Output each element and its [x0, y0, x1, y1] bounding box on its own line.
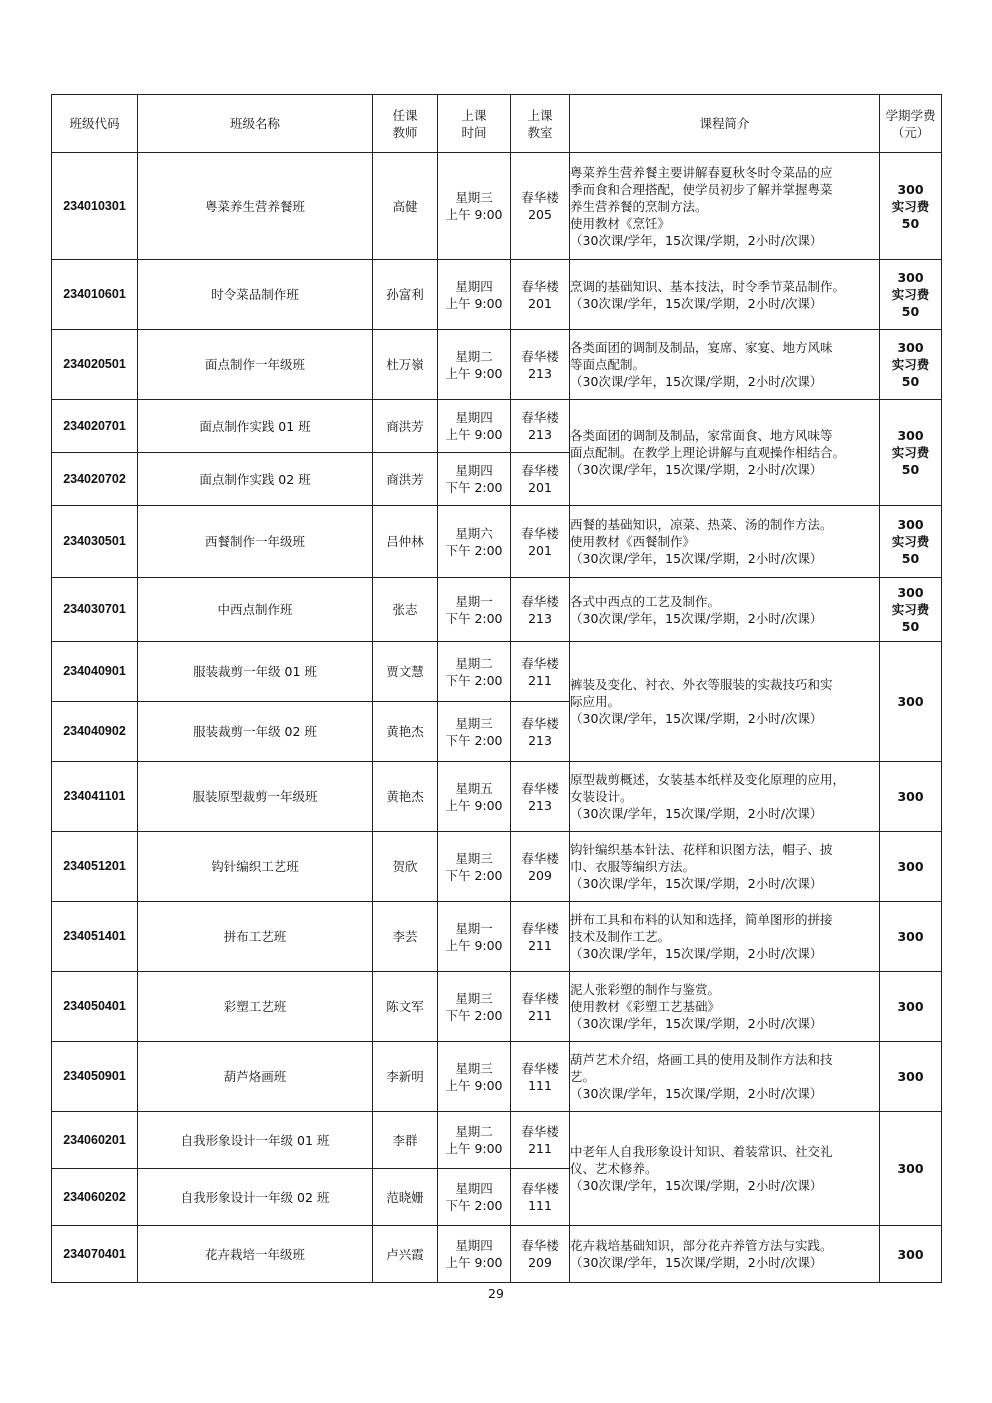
classroom [511, 153, 570, 260]
tuition-fee [880, 260, 942, 330]
class-code: 234051201 [52, 832, 138, 902]
classroom-line: 213 [528, 610, 552, 626]
class-time-line: 上午 9:00 [445, 295, 503, 311]
tuition-fee-line: 50 [901, 215, 920, 231]
course-intro-line: 各类面团的调制及制品，宴席、家宴、地方风味 [570, 340, 833, 355]
class-time [438, 762, 511, 832]
classroom [511, 506, 570, 578]
course-intro-line: 泥人张彩塑的制作与鉴赏。 [570, 982, 721, 997]
course-intro-line: （30次课/学年，15次课/学期，2小时/次课） [570, 295, 823, 311]
course-intro [570, 153, 880, 260]
course-intro [570, 1042, 880, 1112]
course-intro-line: （30次课/学年，15次课/学期，2小时/次课） [570, 1086, 823, 1101]
classroom [511, 400, 570, 453]
class-name: 钩针编织工艺班 [138, 832, 373, 902]
class-time-line: 星期三 [455, 1060, 493, 1076]
classroom [511, 1112, 570, 1169]
course-intro-line: （30次课/学年，15次课/学期，2小时/次课） [570, 1255, 823, 1270]
classroom-line: 201 [528, 295, 552, 311]
tuition-fee-line: 300 [897, 789, 924, 804]
class-time-line: 下午 2:00 [445, 1007, 503, 1023]
classroom-line: 春华楼 [521, 348, 559, 364]
tuition-fee [880, 832, 942, 902]
classroom-line: 春华楼 [521, 655, 559, 671]
header-name: 班级名称 [138, 95, 373, 153]
class-time [438, 972, 511, 1042]
teacher-name: 黄艳杰 [373, 762, 438, 832]
course-intro-line: （30次课/学年，15次课/学期，2小时/次课） [570, 232, 823, 248]
classroom [511, 578, 570, 642]
tuition-fee-line: 300 [897, 1069, 924, 1084]
tuition-fee-line: 实习费 [891, 445, 930, 460]
classroom-line: 春华楼 [521, 525, 559, 541]
class-code: 234050401 [52, 972, 138, 1042]
course-intro [570, 1226, 880, 1283]
class-time-line: 下午 2:00 [445, 672, 503, 688]
classroom-line: 111 [528, 1077, 552, 1093]
teacher-name: 贾文慧 [373, 642, 438, 702]
course-intro-line: 花卉栽培基础知识，部分花卉养管方法与实践。 [570, 1238, 833, 1253]
page-number: 29 [488, 1286, 504, 1301]
classroom-line: 春华楼 [521, 990, 559, 1006]
classroom-line: 205 [528, 207, 552, 222]
class-code: 234020702 [52, 453, 138, 506]
teacher-name: 范晓姗 [373, 1169, 438, 1226]
classroom-line: 213 [528, 732, 552, 748]
class-time-line: 下午 2:00 [445, 867, 503, 883]
class-time-line: 上午 9:00 [445, 1077, 503, 1093]
class-code: 234070401 [52, 1226, 138, 1283]
classroom-line: 春华楼 [521, 850, 559, 866]
class-code: 234030701 [52, 578, 138, 642]
class-code: 234020501 [52, 330, 138, 400]
course-intro-line: （30次课/学年，15次课/学期，2小时/次课） [570, 711, 823, 726]
class-time-line: 上午 9:00 [445, 207, 503, 222]
class-time-line: 星期二 [455, 348, 493, 364]
tuition-fee-line: 300 [897, 1246, 924, 1262]
class-time [438, 1169, 511, 1226]
class-time-line: 下午 2:00 [445, 480, 503, 495]
course-intro [570, 902, 880, 972]
course-intro-line: 女装设计。 [570, 789, 633, 804]
class-code: 234040901 [52, 642, 138, 702]
classroom-line: 春华楼 [521, 190, 559, 205]
class-time-line: 上午 9:00 [445, 937, 503, 953]
course-intro [570, 642, 880, 762]
classroom-line: 213 [528, 427, 552, 442]
tuition-fee [880, 1042, 942, 1112]
class-code: 234010601 [52, 260, 138, 330]
class-time-line: 星期四 [455, 1238, 493, 1253]
course-intro-line: 粤菜养生营养餐主要讲解春夏秋冬时令菜品的应 [570, 164, 833, 180]
course-intro-line: 使用教材《烹饪》 [570, 215, 671, 231]
class-code: 234060202 [52, 1169, 138, 1226]
class-time [438, 1042, 511, 1112]
course-intro-line: 西餐的基础知识，凉菜、热菜、汤的制作方法。 [570, 517, 833, 532]
tuition-fee-line: 300 [897, 181, 924, 197]
tuition-fee-line: 50 [901, 551, 920, 566]
tuition-fee [880, 400, 942, 506]
classroom [511, 1226, 570, 1283]
course-intro-line: 际应用。 [570, 694, 621, 709]
class-name: 服装裁剪一年级 01 班 [138, 642, 373, 702]
tuition-fee [880, 642, 942, 762]
class-time [438, 832, 511, 902]
class-name: 葫芦烙画班 [138, 1042, 373, 1112]
course-intro-line: （30次课/学年，15次课/学期，2小时/次课） [570, 1016, 823, 1031]
class-code: 234041101 [52, 762, 138, 832]
tuition-fee [880, 153, 942, 260]
table-row [52, 1112, 942, 1169]
class-name: 中西点制作班 [138, 578, 373, 642]
class-time [438, 453, 511, 506]
tuition-fee-line: 50 [901, 619, 920, 634]
course-intro-line: 仪、艺术修养。 [570, 1161, 658, 1176]
classroom-line: 春华楼 [521, 278, 559, 294]
header-teacher: 任课 教师 [373, 95, 438, 153]
classroom [511, 330, 570, 400]
tuition-fee [880, 1112, 942, 1226]
table-row [52, 1226, 942, 1283]
tuition-fee-line: 300 [897, 859, 924, 874]
class-code: 234060201 [52, 1112, 138, 1169]
tuition-fee-line: 实习费 [891, 602, 930, 617]
course-intro-line: （30次课/学年，15次课/学期，2小时/次课） [570, 946, 823, 961]
classroom-line: 201 [528, 542, 552, 558]
table-row [52, 330, 942, 400]
course-intro-line: 葫芦艺术介绍，烙画工具的使用及制作方法和技 [570, 1052, 833, 1067]
teacher-name: 孙富利 [373, 260, 438, 330]
course-intro-line: 各式中西点的工艺及制作。 [570, 593, 721, 609]
course-intro-line: （30次课/学年，15次课/学期，2小时/次课） [570, 876, 823, 891]
class-name: 服装原型裁剪一年级班 [138, 762, 373, 832]
tuition-fee [880, 1226, 942, 1283]
class-name: 服装裁剪一年级 02 班 [138, 702, 373, 762]
class-time [438, 400, 511, 453]
tuition-fee-line: 300 [897, 929, 924, 944]
course-intro [570, 832, 880, 902]
classroom [511, 1169, 570, 1226]
classroom-line: 春华楼 [521, 410, 559, 425]
classroom-line: 209 [528, 1255, 552, 1270]
table-row [52, 578, 942, 642]
class-time [438, 578, 511, 642]
tuition-fee-line: 300 [897, 585, 924, 600]
course-intro [570, 762, 880, 832]
table-row [52, 400, 942, 453]
course-intro [570, 400, 880, 506]
class-time [438, 330, 511, 400]
class-name: 面点制作一年级班 [138, 330, 373, 400]
course-intro-line: （30次课/学年，15次课/学期，2小时/次课） [570, 374, 823, 389]
course-intro-line: 巾、衣服等编织方法。 [570, 859, 696, 874]
teacher-name: 高健 [373, 153, 438, 260]
class-time-line: 上午 9:00 [445, 365, 503, 381]
course-intro-line: 中老年人自我形象设计知识、着装常识、社交礼 [570, 1144, 833, 1159]
classroom-line: 209 [528, 867, 552, 883]
classroom [511, 642, 570, 702]
class-time-line: 星期四 [455, 410, 493, 425]
class-name: 自我形象设计一年级 02 班 [138, 1169, 373, 1226]
table-row [52, 1042, 942, 1112]
course-intro-line: 烹调的基础知识、基本技法，时令季节菜品制作。 [570, 278, 846, 294]
table-row [52, 260, 942, 330]
class-time-line: 星期四 [455, 1181, 493, 1196]
tuition-fee-line: 300 [897, 1161, 924, 1176]
teacher-name: 吕仲林 [373, 506, 438, 578]
class-time-line: 上午 9:00 [445, 1141, 503, 1156]
class-time-line: 下午 2:00 [445, 732, 503, 748]
class-name: 时令菜品制作班 [138, 260, 373, 330]
tuition-fee [880, 578, 942, 642]
classroom-line: 春华楼 [521, 593, 559, 609]
teacher-name: 商洪芳 [373, 400, 438, 453]
teacher-name: 陈文军 [373, 972, 438, 1042]
classroom-line: 春华楼 [521, 1238, 559, 1253]
course-intro-line: 养生营养餐的烹制方法。 [570, 198, 708, 214]
course-intro-line: 钩针编织基本针法、花样和识图方法，帽子、披 [570, 842, 833, 857]
teacher-name: 贺欣 [373, 832, 438, 902]
class-code: 234030501 [52, 506, 138, 578]
tuition-fee-line: 300 [897, 517, 924, 532]
class-time-line: 星期一 [455, 593, 493, 609]
class-time-line: 星期一 [455, 920, 493, 936]
course-intro-line: 裤装及变化、衬衣、外衣等服装的实裁技巧和实 [570, 677, 833, 692]
class-name: 自我形象设计一年级 01 班 [138, 1112, 373, 1169]
tuition-fee-line: 实习费 [891, 357, 930, 372]
class-time-line: 下午 2:00 [445, 610, 503, 626]
class-time [438, 260, 511, 330]
header-row [52, 95, 942, 153]
table-row [52, 642, 942, 702]
teacher-name: 商洪芳 [373, 453, 438, 506]
course-intro [570, 330, 880, 400]
table-row [52, 153, 942, 260]
classroom-line: 春华楼 [521, 780, 559, 796]
table-row [52, 762, 942, 832]
teacher-name: 李新明 [373, 1042, 438, 1112]
class-time-line: 星期三 [455, 850, 493, 866]
class-time-line: 上午 9:00 [445, 427, 503, 442]
tuition-fee-line: 实习费 [891, 198, 930, 214]
classroom-line: 春华楼 [521, 715, 559, 731]
course-intro-line: （30次课/学年，15次课/学期，2小时/次课） [570, 551, 823, 566]
tuition-fee-line: 实习费 [891, 287, 930, 302]
teacher-name: 黄艳杰 [373, 702, 438, 762]
course-intro-line: 各类面团的调制及制品，家常面食、地方风味等 [570, 428, 833, 443]
tuition-fee-line: 50 [901, 304, 920, 319]
class-time-line: 星期三 [455, 190, 493, 205]
course-intro [570, 1112, 880, 1226]
class-time [438, 153, 511, 260]
teacher-name: 杜万嶺 [373, 330, 438, 400]
classroom [511, 762, 570, 832]
tuition-fee-line: 50 [901, 374, 920, 389]
tuition-fee-line: 300 [897, 694, 924, 709]
class-time-line: 星期三 [455, 715, 493, 731]
tuition-fee-line: 300 [897, 999, 924, 1014]
header-fee: 学期学费 （元） [880, 95, 942, 153]
tuition-fee-line: 300 [897, 428, 924, 443]
class-name: 花卉栽培一年级班 [138, 1226, 373, 1283]
table-row [52, 972, 942, 1042]
teacher-name: 卢兴霞 [373, 1226, 438, 1283]
course-table [51, 94, 942, 1283]
classroom-line: 211 [528, 937, 552, 953]
classroom-line: 201 [528, 480, 552, 495]
classroom-line: 213 [528, 797, 552, 813]
classroom-line: 春华楼 [521, 1181, 559, 1196]
class-name: 彩塑工艺班 [138, 972, 373, 1042]
tuition-fee [880, 506, 942, 578]
class-time [438, 902, 511, 972]
course-intro-line: 等面点配制。 [570, 357, 646, 372]
class-time-line: 星期五 [455, 780, 493, 796]
class-time [438, 702, 511, 762]
table-row [52, 832, 942, 902]
tuition-fee [880, 972, 942, 1042]
course-intro-line: 季而食和合理搭配，使学员初步了解并掌握粤菜 [570, 181, 833, 197]
class-code: 234050901 [52, 1042, 138, 1112]
course-intro-line: （30次课/学年，15次课/学期，2小时/次课） [570, 610, 823, 626]
table-row [52, 506, 942, 578]
classroom [511, 453, 570, 506]
class-time-line: 上午 9:00 [445, 1255, 503, 1270]
course-intro [570, 972, 880, 1042]
header-intro: 课程简介 [570, 95, 880, 153]
table-row [52, 902, 942, 972]
course-intro-line: （30次课/学年，15次课/学期，2小时/次课） [570, 1178, 823, 1193]
header-room: 上课 教室 [511, 95, 570, 153]
class-code: 234010301 [52, 153, 138, 260]
course-intro [570, 506, 880, 578]
header-time: 上课 时间 [438, 95, 511, 153]
classroom-line: 211 [528, 1141, 552, 1156]
class-time-line: 上午 9:00 [445, 797, 503, 813]
classroom-line: 春华楼 [521, 463, 559, 478]
tuition-fee-line: 实习费 [891, 534, 930, 549]
tuition-fee [880, 762, 942, 832]
classroom-line: 春华楼 [521, 920, 559, 936]
tuition-fee [880, 330, 942, 400]
classroom-line: 春华楼 [521, 1124, 559, 1139]
class-code: 234040902 [52, 702, 138, 762]
class-time [438, 642, 511, 702]
class-time-line: 星期二 [455, 1124, 493, 1139]
classroom [511, 972, 570, 1042]
class-time [438, 1226, 511, 1283]
class-time-line: 星期二 [455, 655, 493, 671]
class-name: 拼布工艺班 [138, 902, 373, 972]
course-intro-line: （30次课/学年，15次课/学期，2小时/次课） [570, 806, 823, 821]
classroom [511, 260, 570, 330]
teacher-name: 李群 [373, 1112, 438, 1169]
teacher-name: 李芸 [373, 902, 438, 972]
class-name: 西餐制作一年级班 [138, 506, 373, 578]
tuition-fee-line: 50 [901, 462, 920, 477]
course-intro-line: 拼布工具和布料的认知和选择，简单图形的拼接 [570, 912, 833, 927]
course-intro [570, 578, 880, 642]
classroom-line: 春华楼 [521, 1060, 559, 1076]
course-intro-line: 使用教材《彩塑工艺基础》 [570, 999, 721, 1014]
course-intro-line: （30次课/学年，15次课/学期，2小时/次课） [570, 462, 823, 477]
tuition-fee [880, 902, 942, 972]
class-name: 粤菜养生营养餐班 [138, 153, 373, 260]
course-intro-line: 使用教材《西餐制作》 [570, 534, 696, 549]
class-time-line: 下午 2:00 [445, 1198, 503, 1213]
class-name: 面点制作实践 02 班 [138, 453, 373, 506]
course-intro-line: 原型裁剪概述，女装基本纸样及变化原理的应用， [570, 772, 846, 787]
classroom [511, 832, 570, 902]
class-time-line: 星期四 [455, 278, 493, 294]
classroom [511, 1042, 570, 1112]
course-intro-line: 面点配制。在教学上理论讲解与直观操作相结合。 [570, 445, 846, 460]
tuition-fee-line: 300 [897, 270, 924, 285]
class-time [438, 506, 511, 578]
class-name: 面点制作实践 01 班 [138, 400, 373, 453]
class-code: 234051401 [52, 902, 138, 972]
class-time-line: 下午 2:00 [445, 542, 503, 558]
class-time-line: 星期四 [455, 463, 493, 478]
class-code: 234020701 [52, 400, 138, 453]
classroom-line: 211 [528, 672, 552, 688]
course-intro-line: 技术及制作工艺。 [570, 929, 671, 944]
class-time-line: 星期三 [455, 990, 493, 1006]
course-intro [570, 260, 880, 330]
classroom-line: 213 [528, 365, 552, 381]
course-intro-line: 艺。 [570, 1069, 596, 1084]
class-time [438, 1112, 511, 1169]
tuition-fee-line: 300 [897, 340, 924, 355]
classroom [511, 702, 570, 762]
classroom-line: 111 [528, 1198, 552, 1213]
classroom [511, 902, 570, 972]
class-time-line: 星期六 [455, 525, 493, 541]
classroom-line: 211 [528, 1007, 552, 1023]
header-code: 班级代码 [52, 95, 138, 153]
teacher-name: 张志 [373, 578, 438, 642]
